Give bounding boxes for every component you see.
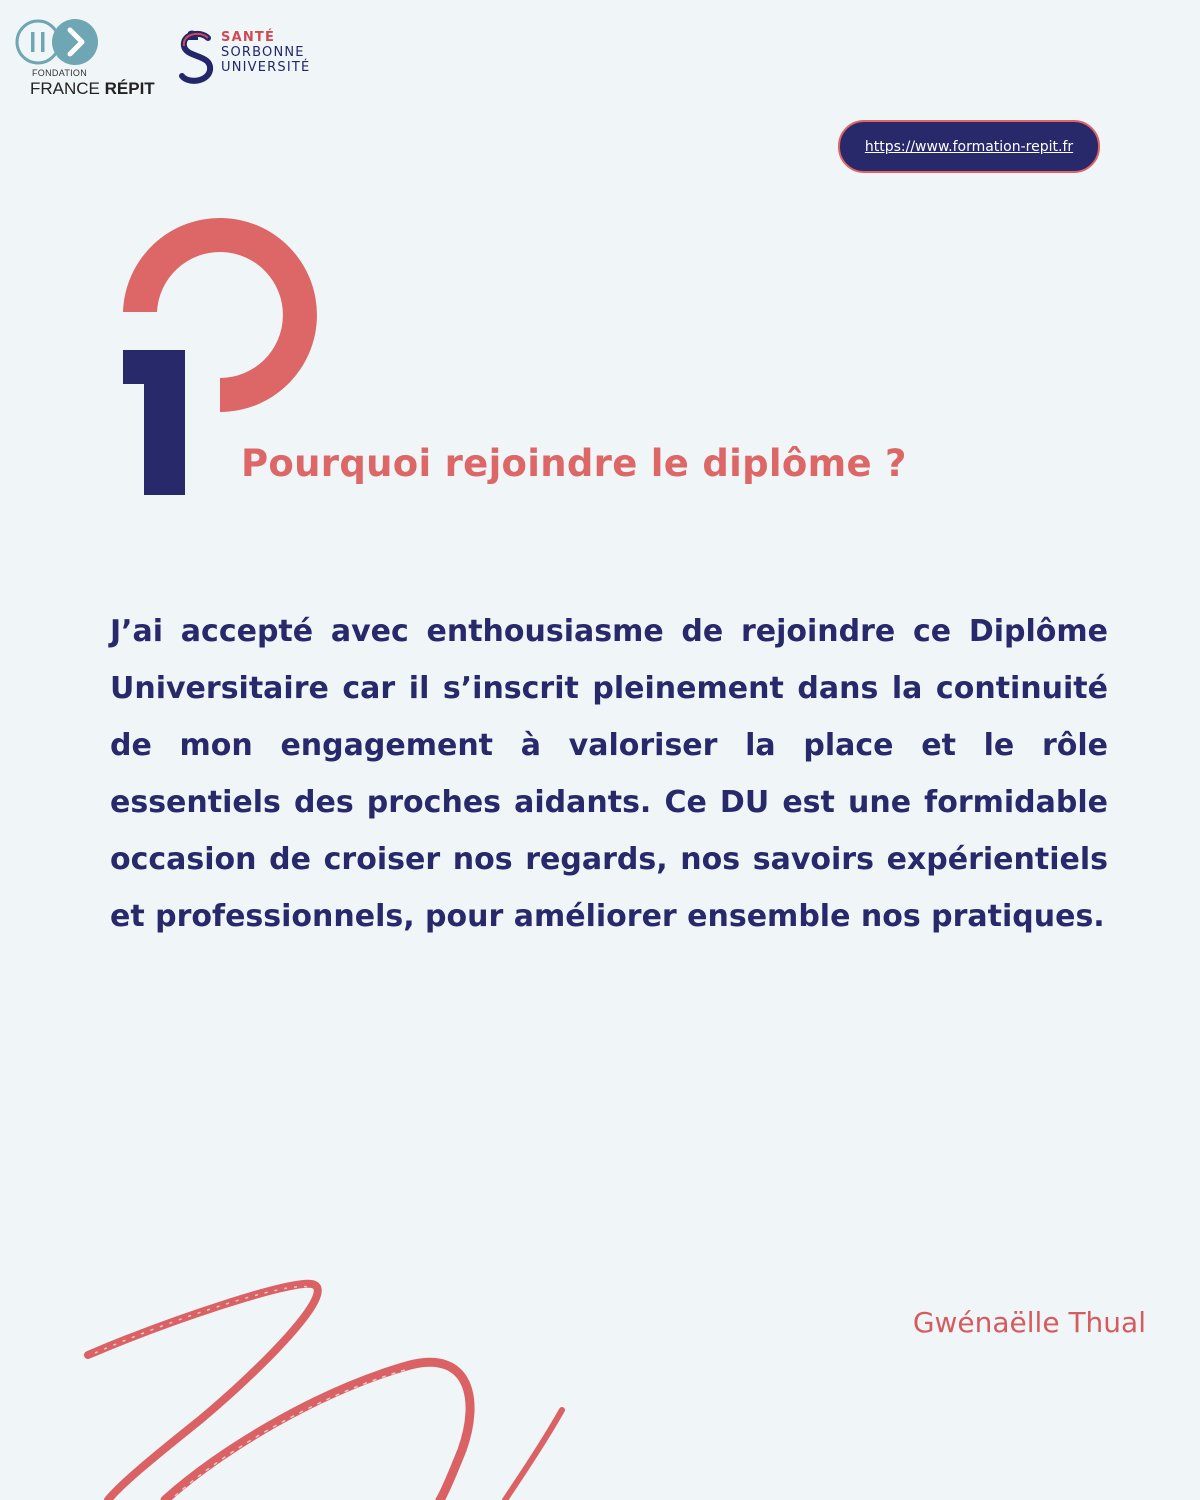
sorbonne-line-sorbonne: SORBONNE: [221, 45, 305, 60]
sorbonne-line-universite: UNIVERSITÉ: [221, 60, 311, 75]
france-repit-foundation-label: FONDATION: [32, 68, 88, 78]
testimonial-text: J’ai accepté avec enthousiasme de rejoindre ce Diplôme Universitaire car il s’inscrit pleinement dans la continuité de mon engagement à valoriser la place et le rôle essentiels des proches aidants. Ce DU est une formidable occasion de croiser nos regards, nos savoirs expérientiels et professionnels, pour améliorer ensemble nos pratiques.: [110, 614, 1108, 934]
page-heading: Pourquoi rejoindre le diplôme ?: [241, 442, 907, 485]
brush-scribble-decoration: [0, 1260, 600, 1500]
france-repit-name: FRANCE RÉPIT: [30, 79, 155, 98]
website-link-label: https://www.formation-repit.fr: [864, 138, 1074, 155]
sorbonne-text: [221, 30, 310, 75]
france-repit-logo: [14, 18, 164, 102]
author-name: Gwénaëlle Thual: [912, 1306, 1146, 1339]
france-repit-circles-icon: [14, 18, 104, 70]
sorbonne-line-sante: SANTÉ: [221, 30, 276, 45]
website-link-button[interactable]: [838, 120, 1100, 173]
sorbonne-logo: [178, 28, 328, 88]
pause-icon: [31, 32, 35, 52]
sorbonne-s-icon: [178, 28, 216, 86]
